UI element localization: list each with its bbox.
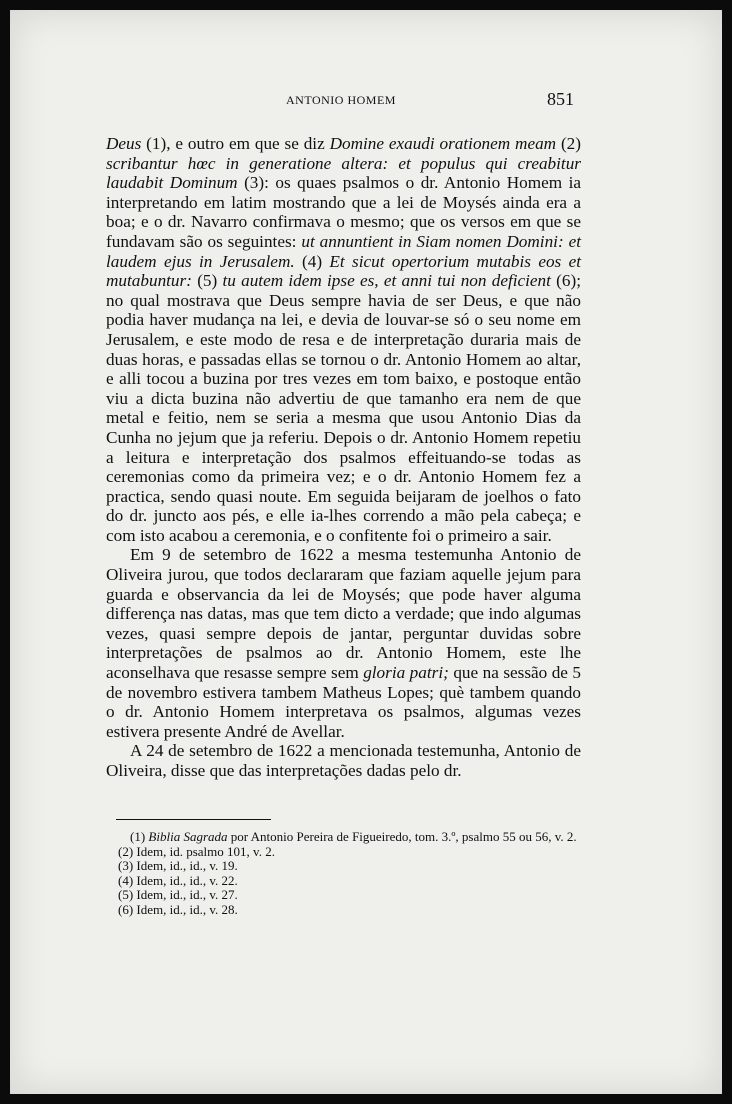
paragraph-2: [106, 545, 581, 741]
text-span: Em 9 de setembro de 1622 a mesma testemunha Antonio de Oliveira jurou, que todos declararam que faziam aquelle jejum para guarda e observancia da lei de Moysés; que pode haver alguma differença nas datas, mas que tem dicto a verdade; que indo algumas vezes, quasi sempre depois de jantar, perguntar duvidas sobre interpretações de psalmos ao dr. Antonio Homem, este lhe aconselhava que resasse sempre sem: [106, 545, 581, 683]
body-text: [106, 134, 581, 781]
text-span: que na sessão de 5 de novembro estivera tambem Matheus Lopes; què tambem quando o dr. Antonio Homem interpretava os psalmos, algumas vezes estivera presente André de Avellar.: [106, 663, 582, 741]
footnote-3: (3) Idem, id., id., v. 19.: [118, 858, 238, 874]
footnotes: [106, 830, 578, 918]
italic-span: ut annuntient in Siam nomen Domini: et laudem ejus in Jerusalem.: [106, 231, 581, 271]
text-span: (6); no qual mostrava que Deus sempre havia de ser Deus, e que não podia haver mudança na lei, e devia de louvar-se só o seu nome em Jerusalem, e este modo de resa e de interpretação duraria mais de duas horas, e passadas ellas se tornou o dr. Antonio Homem ao altar, e alli tocou a buzina por tres vezes em tom baixo, e postoque então viu a dicta buzina não advertiu de que tamanho era nem de que metal e feitio, nem se seria a mesma que usou Antonio Dias da Cunha no jejum que ja referiu. Depois o dr. Antonio Homem repetiu a leitura e interpretação dos psalmos effeituando-se todas as ceremonias como da primeira vez; e o dr. Antonio Homem fez a practica, sendo quasi noute. Em seguida beijaram de joelhos o fato do dr. juncto aos pés, e elle ia-lhes correndo a mão pela cabeça; e com isto acabou a ceremonia, e o confitente foi o primeiro a sair.: [106, 271, 581, 545]
italic-span: Domine exaudi orationem meam: [329, 134, 557, 153]
text-span: por Antonio Pereira de Figueiredo, tom. 3.º, psalmo 55 ou 56, v. 2.: [227, 829, 577, 844]
text-span: (5): [191, 271, 223, 291]
text-span: (1), e outro em que se diz: [141, 134, 330, 153]
book-page: [10, 10, 722, 1094]
italic-span: tu autem idem ipse es, et anni tui non deficient: [222, 271, 551, 291]
text-span: (3): os quaes psalmos o dr. Antonio Homem ia interpretando em latim mostrando que a lei de Moysés ainda era a boa; e o dr. Navarro confirmava o mesmo; que os versos em que se fundavam são os seguintes:: [106, 173, 582, 251]
italic-span: Biblia Sagrada: [148, 829, 228, 844]
text-span: (2): [556, 134, 581, 153]
italic-span: gloria patri;: [363, 663, 449, 683]
text-span: (1): [130, 829, 149, 844]
running-title: ANTONIO HOMEM: [286, 93, 396, 107]
text-span: (4): [294, 251, 330, 271]
footnote-6: (6) Idem, id., id., v. 28.: [118, 901, 238, 917]
paragraph-3: A 24 de setembro de 1622 a mencionada testemunha, Antonio de Oliveira, disse que das interpretações dadas pelo dr.: [106, 741, 581, 780]
italic-span: Et sicut opertorium mutabis eos et mutabuntur:: [106, 251, 581, 291]
page-header: [10, 89, 722, 113]
italic-span: scribantur hœc in generatione altera: et populus qui creabitur laudabit Dominum: [106, 153, 581, 193]
page-number: 851: [547, 89, 574, 109]
footnote-divider: [116, 819, 271, 820]
footnote-1: [106, 830, 578, 845]
footnote-5: (5) Idem, id., id., v. 27.: [118, 887, 238, 903]
footnote-4: (4) Idem, id., id., v. 22.: [118, 872, 238, 888]
footnote-2: (2) Idem, id. psalmo 101, v. 2.: [118, 843, 275, 859]
paragraph-1: [106, 134, 581, 545]
italic-span: Deus: [106, 134, 142, 153]
